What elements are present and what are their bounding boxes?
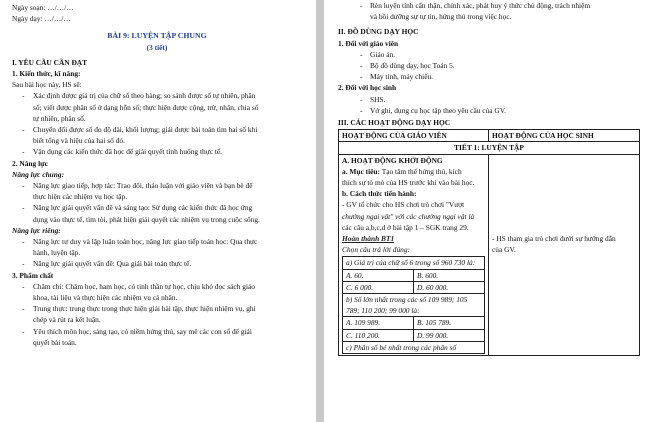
date-compose: Ngày soạn: …/…/… (12, 3, 74, 12)
table-row (339, 142, 640, 154)
text-line: hành, luyện tập. (33, 248, 81, 258)
page-gutter (316, 0, 324, 422)
text-line: Xác định được giá trị của chữ số theo hàng; so sánh được số tự nhiên, phân (33, 91, 256, 101)
text-line: quyết bài toán. (33, 337, 77, 347)
table-row (339, 154, 640, 355)
activity-table (338, 129, 640, 356)
list-item: - Chuyển đổi được số đo độ dài, khối lượng; giải được bài toán tìm hai số khi biết tổng và hiệu của hai số đó. (22, 125, 258, 146)
text-line: thực hiện các nhiệm vụ học tập. (33, 192, 128, 202)
list-item: - Giáo án. (338, 49, 640, 60)
subsection-heading: 2. Năng lực (12, 158, 48, 168)
column-header-teacher: HOẠT ĐỘNG CỦA GIÁO VIÊN (339, 130, 489, 142)
text-line: khoa, tài liệu và thực hiện các nhiệm vụ cá nhân. (33, 293, 178, 303)
text-line: dụng vào thực tế, tìm tòi, phát hiện giải quyết các nhiệm vụ trong cuộc sống. (33, 214, 260, 224)
option-cell: A. 60. (343, 269, 414, 281)
text-line: Năng lực giải quyết vấn đề và sáng tạo: Sử dụng các kiến thức đã học ứng (33, 203, 253, 213)
label-bold: b. Cách thức tiến hành: (342, 189, 417, 199)
text-line: 789; 110 200; 99 000 là: (346, 306, 420, 316)
text-line: Bộ đồ dùng dạy, học Toán 5. (370, 61, 455, 71)
list-item: - Yêu thích môn học, sáng tạo, có niềm hứng thú, say mê các con số để giải quyết bài toán. (22, 326, 252, 347)
text-line: - HS tham gia trò chơi dưới sự hướng dẫn (492, 233, 616, 243)
option-cell: B. 600. (413, 269, 484, 281)
paragraph: Sau bài học này, HS sẽ: (12, 80, 82, 90)
list-item: - Vở ghi, dụng cụ học tập theo yêu cầu của GV. (338, 105, 640, 116)
list-item: - Trung thực: trung thực trong thực hiện giải bài tập, thực hiện nhiệm vụ, ghi chép và rút ra kết luận. (22, 304, 256, 325)
text-line: Rèn luyện tính cẩn thận, chính xác, phát huy ý thức chủ động, trách nhiệm (370, 1, 591, 10)
options-table (342, 256, 485, 354)
period-heading: TIẾT 1: LUYỆN TẬP (339, 142, 640, 154)
list-item: - Vận dụng các kiến thức đã học để giải quyết tình huống thực tế. (12, 146, 302, 157)
text-line: Chăm chỉ: Chăm học, ham học, có tinh thần tự học, chịu khó đọc sách giáo (33, 281, 255, 291)
column-header-student: HOẠT ĐỘNG CỦA HỌC SINH (489, 130, 640, 142)
option-cell: D. 99 000. (413, 329, 484, 341)
subsection-heading: 1. Đối với giáo viên (338, 38, 399, 48)
subsection-heading: 1. Kiến thức, kĩ năng: (12, 69, 81, 79)
text-line: Năng lực tư duy và lập luận toán học, năng lực giao tiếp toán học: Qua thực (33, 237, 258, 247)
text-line: Trung thực: trung thực trong thực hiện giải bài tập, thực hiện nhiệm vụ, ghi (33, 304, 256, 314)
option-cell: B. 105 789. (413, 317, 484, 329)
text-line: Vở ghi, dụng cụ học tập theo yêu cầu của GV. (370, 105, 506, 115)
text-line: Tạo tâm thế hứng thú, kích (379, 166, 462, 176)
document-page-left (0, 0, 316, 422)
list-item: - Rèn luyện tính cẩn thận, chính xác, phát huy ý thức chủ động, trách nhiệm và bồi dưỡng sự tự tin, hứng thú trong việc học. (360, 1, 591, 22)
option-cell: D. 60 000. (413, 281, 484, 293)
list-item: - Năng lực tư duy và lập luận toán học, năng lực giao tiếp toán học: Qua thực hành, luyện tập. (22, 237, 258, 258)
section-heading: III. CÁC HOẠT ĐỘNG DẠY HỌC (338, 118, 451, 128)
list-item: - Năng lực giao tiếp, hợp tác: Trao đổi, thảo luận với giáo viên và bạn bè để thực hiện các nhiệm vụ học tập. (22, 181, 253, 202)
teacher-cell (339, 154, 489, 355)
subheading-italic: Năng lực chung: (12, 169, 65, 179)
text-line: của GV. (492, 244, 516, 254)
student-cell (489, 154, 640, 355)
subsection-heading: 2. Đối với học sinh (338, 83, 397, 93)
text-line: Máy tính, máy chiếu. (370, 72, 434, 82)
question-cell: c) Phân số bé nhất trong các phân số (343, 341, 485, 353)
text-line: các câu a,b,c,d ở bài tập 1 – SGK trang 29. (342, 222, 469, 232)
activity-heading: A. HOẠT ĐỘNG KHỞI ĐỘNG (342, 155, 443, 165)
document-page-right (324, 0, 650, 422)
text-line: Yêu thích môn học, sáng tạo, có niềm hứng thú, say mê các con số để giải (33, 326, 252, 336)
list-item: - Chăm chỉ: Chăm học, ham học, có tinh thần tự học, chịu khó đọc sách giáo khoa, tài liệu và thực hiện các nhiệm vụ cá nhân. (22, 281, 255, 303)
list-item: - Năng lực giải quyết vấn đề: Qua giải bài toán thực tế. (12, 258, 302, 269)
text-line: chép và rút ra kết luận. (33, 315, 101, 325)
option-cell: C. 6 000. (343, 281, 414, 293)
text-line: Năng lực giải quyết vấn đề: Qua giải bài toán thực tế. (33, 259, 192, 269)
section-heading: II. ĐỒ DÙNG DẠY HỌC (338, 27, 419, 37)
text-line: b) Số lớn nhất trong các số 109 989; 105 (346, 295, 468, 305)
question-cell (343, 294, 485, 317)
list-item: - SHS. (338, 94, 640, 105)
question-cell: a) Giá trị của chữ số 6 trong số 960 730 là: (343, 257, 485, 269)
list-item: - Năng lực giải quyết vấn đề và sáng tạo: Sử dụng các kiến thức đã học ứng dụng vào thực tế, tìm tòi, phát hiện giải quyết các nhiệm vụ trong cuộc sống. (22, 203, 260, 224)
subheading-italic: Năng lực riêng: (12, 225, 61, 235)
section-heading: I. YÊU CẦU CẦN ĐẠT (12, 57, 88, 67)
text-line: Chuyển đổi được số đo độ dài, khối lượng; giải được bài toán tìm hai số khi (33, 125, 258, 135)
text-line: SHS. (370, 94, 386, 104)
text-line: Vận dụng các kiến thức đã học để giải quyết tình huống thực tế. (33, 147, 223, 157)
text-line: Năng lực giao tiếp, hợp tác: Trao đổi, thảo luận với giáo viên và bạn bè để (33, 181, 253, 191)
list-item: - Máy tính, máy chiếu. (338, 71, 640, 82)
lesson-title: BÀI 9: LUYỆN TẬP CHUNG (107, 31, 207, 41)
list-item: - Xác định được giá trị của chữ số theo hàng; so sánh được số tự nhiên, phân số; viết được phân số ở dạng hỗn số; thực hiện được cộng, trừ, nhân, chia số tự nhiên, phân số. (22, 91, 259, 123)
text-line: biết tổng và hiệu của hai số đó. (33, 136, 125, 146)
list-item: - Bộ đồ dùng dạy, học Toán 5. (338, 60, 640, 71)
table-header-row (339, 130, 640, 142)
option-cell: C. 110 200. (343, 329, 414, 341)
text-line: Giáo án. (370, 49, 396, 59)
label-bold: a. Mục tiêu: (342, 166, 380, 176)
lesson-subtitle: (3 tiết) (146, 42, 168, 52)
subsection-heading: 3. Phẩm chất (12, 270, 54, 280)
exercise-heading: Hoàn thành BT1 (342, 234, 395, 244)
text-line: tự nhiên, phân số. (33, 113, 86, 123)
text-line: thích sự tò mò của HS trước khi vào bài học. (342, 178, 475, 188)
option-cell: A. 109 989. (343, 317, 414, 329)
text-line: Chọn câu trả lời đúng: (342, 245, 410, 255)
text-line: số; viết được phân số ở dạng hỗn số; thực hiện được cộng, trừ, nhân, chia số (33, 102, 259, 112)
text-line: - GV tổ chức cho HS chơi trò chơi "Vượt (342, 200, 465, 210)
text-line: và bồi dưỡng sự tự tin, hứng thú trong việc học. (370, 12, 512, 22)
text-line: chướng ngại vật" với các chướng ngại vật là (342, 211, 475, 221)
date-teach: Ngày dạy: …/…/… (12, 14, 71, 24)
